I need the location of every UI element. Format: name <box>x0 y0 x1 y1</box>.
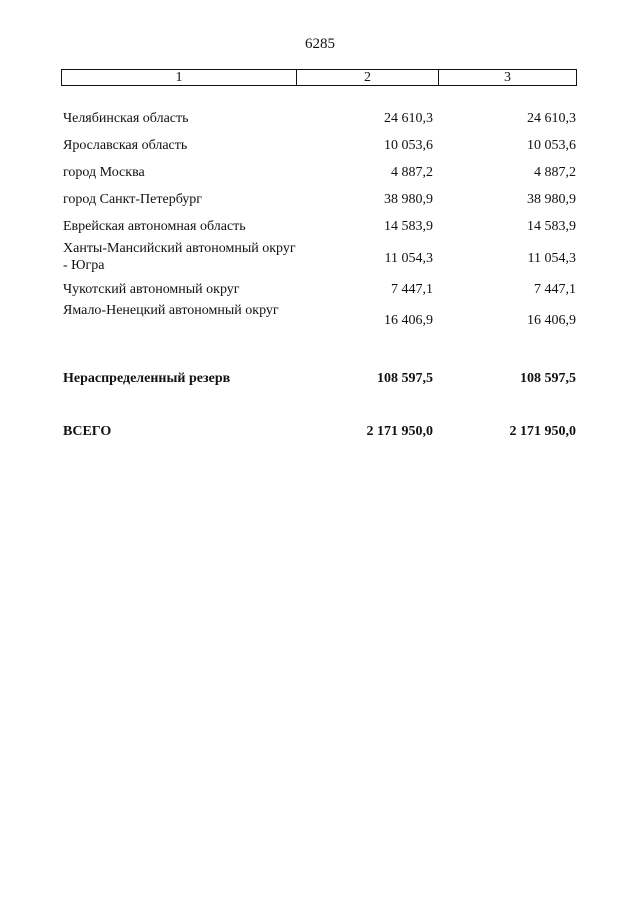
value-col-2: 10 053,6 <box>384 138 433 153</box>
header-col-2: 2 <box>297 70 439 85</box>
region-name: Ханты-Мансийский автономный округ - Югра <box>63 241 296 273</box>
reserve-label: Нераспределенный резерв <box>63 371 231 386</box>
region-name: Челябинская область <box>63 111 189 126</box>
value-col-2: 38 980,9 <box>384 192 433 207</box>
region-name: город Санкт-Петербург <box>63 192 203 207</box>
region-name: Ярославская область <box>63 138 188 153</box>
total-label: ВСЕГО <box>63 424 112 439</box>
header-col-3: 3 <box>504 70 511 85</box>
table-header <box>61 69 577 86</box>
value-col-2: 16 406,9 <box>384 313 433 328</box>
value-col-3: 24 610,3 <box>527 111 576 126</box>
total-value-col-3: 2 171 950,0 <box>509 424 576 439</box>
total-value-col-2: 2 171 950,0 <box>366 424 433 439</box>
value-col-2: 7 447,1 <box>391 282 433 297</box>
region-name: город Москва <box>63 165 145 180</box>
value-col-3: 38 980,9 <box>527 192 576 207</box>
region-name: Чукотский автономный округ <box>63 282 240 297</box>
value-col-2: 4 887,2 <box>391 165 433 180</box>
value-col-2: 11 054,3 <box>384 251 433 266</box>
value-col-2: 24 610,3 <box>384 111 433 126</box>
value-col-3: 14 583,9 <box>527 219 576 234</box>
value-col-3: 4 887,2 <box>534 165 576 180</box>
region-name: Ямало-Ненецкий автономный округ <box>63 303 279 318</box>
reserve-value-col-3: 108 597,5 <box>520 371 576 386</box>
value-col-3: 10 053,6 <box>527 138 576 153</box>
page-number: 6285 <box>305 36 335 52</box>
reserve-value-col-2: 108 597,5 <box>377 371 433 386</box>
value-col-2: 14 583,9 <box>384 219 433 234</box>
value-col-3: 7 447,1 <box>534 282 576 297</box>
region-name: Еврейская автономная область <box>63 219 246 234</box>
header-col-1: 1 <box>62 70 297 85</box>
value-col-3: 11 054,3 <box>527 251 576 266</box>
value-col-3: 16 406,9 <box>527 313 576 328</box>
